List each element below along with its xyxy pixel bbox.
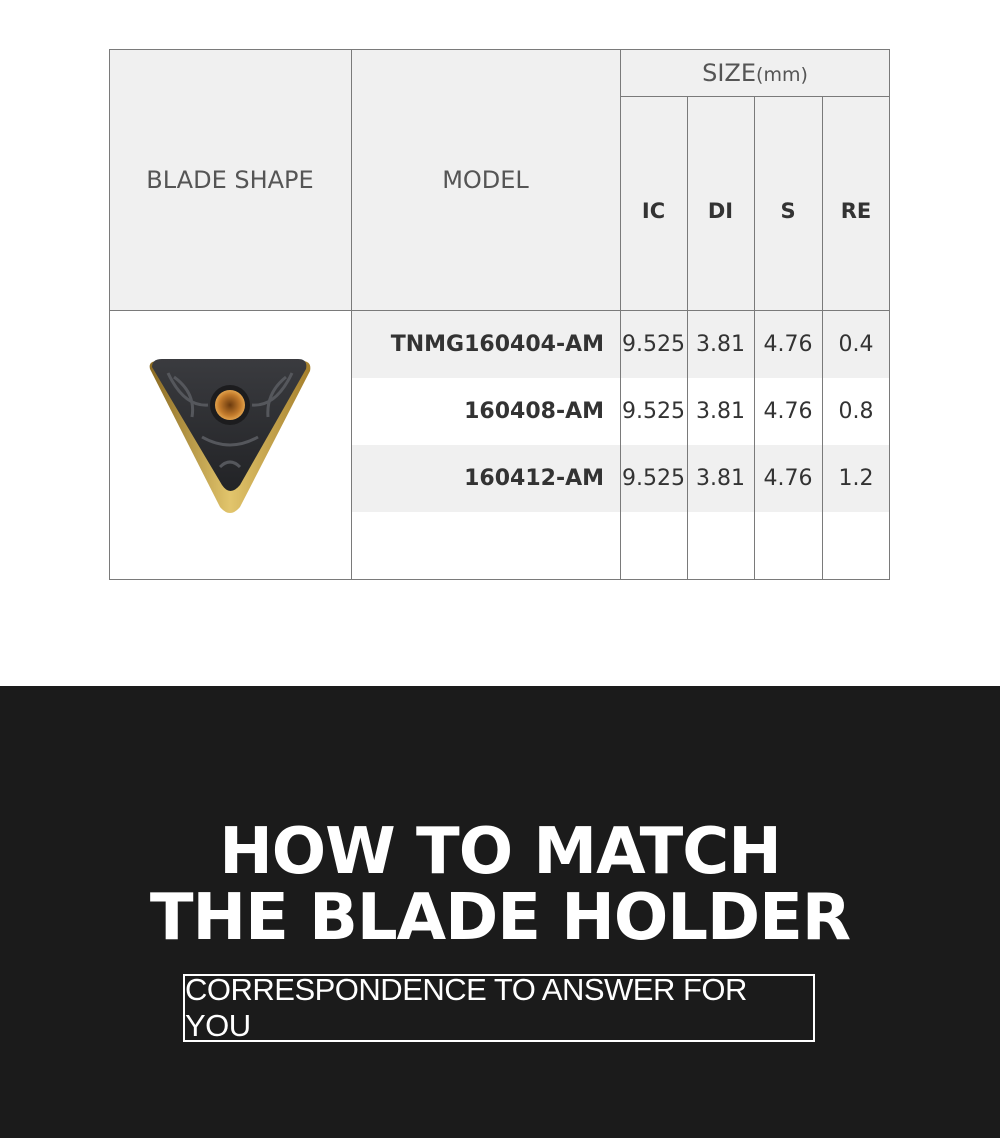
col-s-label: S [780,199,796,223]
value-re [822,445,890,512]
border-top [109,49,890,50]
value-di [687,378,754,445]
value-s [754,378,822,445]
value-re [822,311,890,378]
value-text: 9.525 [622,332,685,357]
header-model [351,49,620,310]
spec-table [109,49,890,580]
value-text: 9.525 [622,399,685,424]
banner-title-line1: HOW TO MATCH [219,815,781,889]
border-size-sub [620,96,890,97]
value-s [754,445,822,512]
value-ic [620,445,687,512]
value-text: 4.76 [763,332,813,357]
value-text: 3.81 [696,466,745,491]
header-model-label: MODEL [442,165,529,194]
value-re [822,378,890,445]
divider-s-re [822,96,823,580]
model-name: 160412-AM [464,466,604,491]
header-size-label [702,59,808,87]
value-di [687,311,754,378]
value-text: 3.81 [696,399,745,424]
col-ic-label: IC [641,199,666,223]
value-ic [620,311,687,378]
border-header-bottom [109,310,890,311]
border-left [109,49,110,580]
col-di-label: DI [707,199,734,223]
value-s [754,311,822,378]
value-di [687,445,754,512]
value-text: 0.4 [838,332,874,357]
model-cell [351,311,620,378]
triangular-insert-image [144,357,316,517]
size-text: SIZE [702,58,757,87]
size-unit: (mm) [756,63,808,86]
divider-ic-di [687,96,688,580]
header-col-re [822,96,890,310]
value-text: 0.8 [838,399,874,424]
value-text: 9.525 [622,466,685,491]
divider-di-s [754,96,755,580]
header-col-di [687,96,754,310]
border-right [889,49,890,580]
value-text: 3.81 [696,332,745,357]
model-cell [351,378,620,445]
value-text: 4.76 [763,399,813,424]
banner-title-line2: THE BLADE HOLDER [149,881,851,955]
value-ic [620,378,687,445]
header-size [620,49,890,96]
header-blade-shape-label: BLADE SHAPE [146,165,314,194]
header-blade-shape [109,49,351,310]
banner-subtitle-box [183,974,815,1042]
divider-model-size [620,49,621,580]
header-col-s [754,96,822,310]
model-cell [351,445,620,512]
match-banner [0,686,1000,1138]
divider-shape-model [351,49,352,580]
header-col-ic [620,96,687,310]
value-text: 1.2 [838,466,874,491]
banner-subtitle: CORRESPONDENCE TO ANSWER FOR YOU [185,972,747,1043]
border-bottom [109,579,890,580]
value-text: 4.76 [763,466,813,491]
model-name: 160408-AM [464,399,604,424]
model-name: TNMG160404-AM [390,332,604,357]
col-re-label: RE [840,199,872,223]
